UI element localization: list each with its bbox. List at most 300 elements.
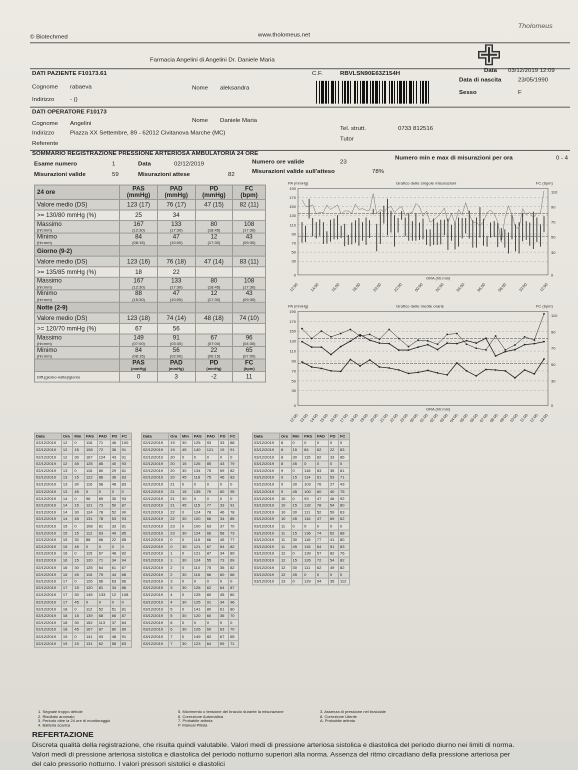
readings-cell: 11	[279, 523, 291, 530]
readings-cell: 91	[229, 502, 239, 509]
readings-cell: 83	[120, 474, 131, 481]
readings-cell: 0	[315, 461, 328, 468]
data-point	[504, 351, 506, 353]
readings-cell: 120	[84, 585, 97, 592]
readings-cell: 63	[338, 509, 349, 516]
readings-cell: 48	[110, 550, 120, 557]
readings-row	[35, 440, 132, 447]
readings-cell: 134	[192, 468, 205, 475]
y2-tick-label: 0	[551, 272, 554, 278]
brand-label: © Biotechmed	[30, 34, 68, 41]
stats-cell	[233, 267, 266, 278]
stats-row-label	[35, 277, 120, 289]
x-tick-label: 02:00	[434, 281, 445, 293]
readings-cell: 15	[73, 613, 85, 620]
stats-time: (07:00)	[242, 353, 256, 359]
readings-cell: 112	[84, 530, 97, 537]
readings-cell: 33	[110, 523, 120, 530]
x-tick-label: 01:00	[418, 412, 429, 424]
readings-row	[142, 488, 239, 495]
readings-header-cell: Min	[181, 433, 193, 440]
stats-value: 74 (10)	[239, 314, 259, 322]
readings-row	[35, 523, 132, 530]
readings-cell: 15	[291, 474, 303, 481]
data-point	[543, 313, 545, 315]
readings-cell: 73	[97, 502, 110, 509]
readings-cell: 94	[120, 557, 131, 564]
readings-header-cell: PAD	[315, 433, 328, 440]
stats-section-title: Notte (2-9)	[35, 302, 120, 313]
readings-cell: 03/12/2019	[142, 613, 169, 620]
readings-cell: 6	[169, 626, 181, 633]
readings-cell: 112	[84, 606, 97, 613]
x-tick-label: 10:00	[517, 281, 528, 293]
chart-xlabel: ORA (hh:mm)	[426, 406, 451, 412]
readings-cell: 108	[120, 592, 131, 599]
data-point	[388, 343, 390, 345]
stats-row-label-text: Minimo	[37, 346, 57, 354]
readings-table-3	[252, 433, 350, 586]
y-tick-label: 170	[289, 195, 296, 200]
readings-cell: 141	[192, 606, 205, 613]
stats-value: 47 (14)	[204, 258, 224, 265]
readings-cell: 80	[338, 502, 349, 509]
readings-row	[35, 578, 132, 585]
barcode-bar	[319, 81, 320, 104]
readings-cell: 55	[205, 557, 218, 564]
stats-column-name: FC	[245, 185, 254, 193]
readings-row	[253, 454, 350, 461]
series-line-pad	[302, 359, 544, 378]
readings-cell: 02/12/2019	[35, 516, 62, 523]
series-line-fc	[302, 314, 544, 350]
operator-cognome: Angelini	[70, 121, 92, 127]
x-tick-label: 16:00	[330, 281, 341, 293]
barcode-bar	[382, 81, 383, 104]
readings-cell: 30	[181, 571, 193, 578]
data-point	[311, 338, 313, 340]
y-tick-label: 110	[289, 348, 296, 354]
stats-value: 25	[135, 211, 142, 219]
readings-cell: 30	[73, 454, 85, 461]
readings-cell: 8	[279, 454, 291, 461]
readings-cell: 16	[61, 571, 73, 578]
stats-cell	[120, 221, 158, 233]
stats-cell	[120, 256, 158, 267]
stats-time: (06:15)	[207, 353, 221, 359]
stats-row-label	[35, 334, 120, 346]
operator-section-title: DATI OPERATORE F10173	[32, 109, 107, 116]
readings-cell: 0	[205, 578, 218, 585]
readings-cell: 103	[303, 481, 316, 488]
readings-cell: 03/12/2019	[142, 578, 169, 585]
readings-cell: 12	[279, 550, 291, 557]
readings-row	[142, 592, 239, 599]
readings-cell: 0	[181, 620, 193, 627]
readings-cell: 84	[303, 447, 316, 454]
readings-cell: 0	[169, 537, 181, 544]
operator-indirizzo-label: Indirizzo	[32, 130, 55, 137]
readings-cell: 03/12/2019	[142, 640, 169, 647]
patient-indirizzo: - ()	[70, 97, 78, 103]
readings-cell: 3	[169, 585, 181, 592]
readings-cell: 124	[84, 509, 97, 516]
readings-header-cell: FC	[338, 433, 349, 440]
readings-cell: 45	[73, 599, 85, 606]
readings-cell: 18	[61, 613, 73, 620]
readings-cell: 03/12/2019	[253, 571, 280, 578]
x-tick-label: 20:00	[368, 412, 379, 424]
data-point	[446, 333, 448, 335]
readings-row	[253, 530, 350, 537]
readings-cell: 69	[229, 557, 239, 564]
readings-cell: 115	[192, 502, 205, 509]
data-point	[320, 330, 322, 332]
readings-cell: 66	[97, 537, 110, 544]
x-tick-label: 11:00	[518, 412, 529, 423]
readings-cell: 03/12/2019	[142, 564, 169, 571]
readings-cell: 46	[110, 440, 120, 447]
stats-cell	[195, 199, 233, 210]
readings-cell: 126	[192, 585, 205, 592]
readings-cell: 03/12/2019	[253, 557, 280, 564]
readings-cell: 0	[291, 550, 303, 557]
readings-cell: 71	[97, 440, 110, 447]
stats-value: 74 (14)	[166, 314, 187, 322]
stats-cell	[157, 277, 195, 289]
date-value: 03/12/2019 12:09	[508, 68, 555, 75]
readings-cell: 0	[291, 440, 303, 447]
readings-cell: 87	[120, 613, 131, 620]
stats-cell	[195, 221, 233, 233]
readings-cell: 0	[73, 523, 85, 530]
readings-cell: 81	[338, 468, 349, 475]
readings-cell: 37	[110, 620, 120, 627]
stats-value: 12	[210, 290, 218, 298]
readings-cell: 116	[303, 516, 316, 523]
readings-cell: 73	[229, 530, 239, 537]
readings-cell: 59	[328, 509, 338, 516]
readings-cell: 108	[84, 523, 97, 530]
readings-cell: 124	[192, 509, 205, 516]
readings-cell: 03/12/2019	[142, 592, 169, 599]
stats-value: 43	[245, 233, 253, 241]
stats-blank-cell	[157, 246, 195, 257]
chart-ylabel: PA (mmHg)	[288, 303, 309, 309]
readings-cell: 125	[84, 564, 97, 571]
readings-cell: 78	[97, 509, 110, 516]
readings-cell: 62	[97, 640, 110, 647]
readings-cell: 167	[84, 626, 97, 633]
readings-row	[35, 633, 132, 640]
readings-cell: 12	[61, 461, 73, 468]
data-point	[388, 367, 390, 369]
readings-cell: 03/12/2019	[253, 454, 280, 461]
stats-column-header	[157, 185, 195, 199]
x-tick-label: 22:00	[392, 281, 403, 293]
readings-cell: 40	[328, 488, 338, 495]
stats-row-label	[35, 256, 120, 267]
readings-cell: 63	[110, 578, 120, 585]
readings-row	[253, 544, 350, 551]
readings-cell: 35	[218, 564, 228, 571]
readings-cell: 112	[338, 578, 349, 585]
readings-cell: 02/12/2019	[35, 620, 62, 627]
operator-tel: 0733 812516	[398, 125, 434, 132]
chart-title: Grafico delle medie orarie	[396, 303, 444, 309]
readings-cell: 75	[205, 468, 218, 475]
stats-cell	[195, 233, 233, 245]
stats-column-header	[195, 185, 233, 199]
y-tick-label: 50	[291, 378, 296, 384]
data-point	[350, 329, 352, 331]
stats-cell	[120, 313, 158, 324]
readings-row	[142, 530, 239, 537]
readings-cell: 03/12/2019	[142, 599, 169, 606]
readings-cell: 0	[97, 544, 110, 551]
stats-cell	[120, 199, 158, 210]
readings-cell: 75	[205, 474, 218, 481]
stats-row-label-text: Valore medio (DS)	[37, 258, 88, 265]
stats-time: (17:30)	[207, 297, 221, 302]
stats-value: 47 (15)	[204, 201, 224, 209]
readings-cell: 48	[110, 481, 120, 488]
readings-cell: 0	[181, 564, 193, 571]
y-tick-label: 170	[289, 318, 296, 324]
barcode-bar	[379, 81, 380, 104]
readings-cell: 81	[120, 523, 131, 530]
stats-column-name: PAS	[132, 185, 145, 193]
y2-tick-label: 50	[551, 362, 556, 368]
stats-column-name: PAD	[169, 185, 183, 193]
data-point	[543, 341, 545, 343]
readings-cell: 19	[61, 640, 73, 647]
readings-cell: 2	[169, 564, 181, 571]
x-tick-label: 08:00	[488, 412, 499, 424]
readings-cell: 81	[97, 585, 110, 592]
stats-time: (17:30)	[169, 284, 183, 290]
readings-cell: 78	[97, 516, 110, 523]
readings-row	[35, 516, 132, 523]
readings-cell: 113	[97, 620, 110, 627]
readings-cell: 0	[73, 440, 85, 447]
readings-cell: 83	[229, 474, 239, 481]
refertazione-line-1: Discreta qualità della registrazione, che risulta quindi valutabile. Valori medi di pressione arteriosa sistolica e diastolica del periodo diurno nei limiti di norma.	[32, 742, 515, 749]
readings-cell: 15	[73, 640, 85, 647]
data-point	[369, 333, 371, 335]
stats-diff-column-unit: (mmHg)	[131, 366, 147, 372]
barcode-bar	[375, 81, 378, 104]
readings-cell: 93	[120, 495, 131, 502]
readings-cell: 91	[205, 599, 218, 606]
readings-row	[35, 495, 132, 502]
readings-cell: 91	[229, 447, 239, 454]
readings-cell: 83	[120, 640, 131, 647]
stats-value: 167	[133, 221, 144, 228]
stats-row-label-text: Massimo	[37, 277, 62, 285]
readings-cell: 88	[338, 530, 349, 537]
readings-cell: 30	[73, 620, 85, 627]
readings-row	[142, 599, 239, 606]
readings-cell: 52	[315, 509, 328, 516]
readings-cell: 83	[338, 544, 349, 551]
readings-cell: 17	[61, 592, 73, 599]
barcode-bar	[350, 81, 351, 104]
data-point	[379, 338, 381, 340]
x-tick-label: 04:00	[448, 412, 459, 424]
readings-cell: 82	[229, 564, 239, 571]
logo-text: Tholomeus	[518, 23, 553, 30]
legend-item: A. Probabile aritmia	[320, 718, 355, 724]
readings-row	[142, 440, 239, 447]
data-point	[524, 369, 526, 371]
readings-cell: 23	[169, 530, 181, 537]
sex-value: F	[518, 90, 522, 97]
x-tick-label: 14:00	[309, 281, 320, 293]
stats-column-name: PD	[209, 185, 219, 193]
readings-cell: 02/12/2019	[35, 440, 62, 447]
readings-header-cell: Data	[253, 433, 280, 440]
readings-cell: 10	[279, 516, 291, 523]
stats-section-title: 24 ore	[35, 185, 120, 199]
readings-cell: 03/12/2019	[142, 550, 169, 557]
data-point	[533, 339, 535, 341]
readings-cell: 30	[291, 564, 303, 571]
barcode-bar	[394, 81, 395, 104]
readings-cell: 34	[110, 557, 120, 564]
stats-cell	[157, 290, 195, 302]
stats-cell	[157, 313, 195, 324]
readings-cell: 15	[73, 502, 85, 509]
readings-row	[142, 481, 239, 488]
readings-cell: 0	[303, 440, 316, 447]
readings-row	[253, 537, 350, 544]
readings-cell: 67	[218, 633, 228, 640]
stats-row-label	[35, 323, 120, 334]
stats-row-label	[35, 347, 120, 359]
readings-cell: 91	[120, 447, 131, 454]
refertazione-line-3: del calo pressorio notturno. I valori pressori sistolici e diastolici	[32, 761, 225, 768]
readings-cell: 27	[328, 481, 338, 488]
readings-cell: 80	[229, 592, 239, 599]
readings-cell: 58	[110, 640, 120, 647]
readings-cell: 12	[279, 564, 291, 571]
readings-cell: 02/12/2019	[35, 454, 62, 461]
data-point	[524, 336, 526, 338]
stats-row-label-text: Massimo	[37, 221, 62, 228]
readings-cell: 0	[169, 544, 181, 551]
stats-row-label	[35, 290, 120, 302]
readings-header-cell: PD	[218, 433, 228, 440]
data-point	[379, 342, 381, 344]
readings-cell: 80	[338, 537, 349, 544]
stats-time: (18:45)	[207, 227, 221, 233]
data-point	[495, 369, 497, 371]
readings-cell: 54	[328, 502, 338, 509]
readings-cell: 19	[169, 440, 181, 447]
stats-value: 80	[210, 277, 218, 285]
stats-value: 47	[172, 290, 180, 298]
readings-header-cell: PAS	[192, 433, 205, 440]
x-tick-label: 21:00	[378, 412, 389, 424]
stats-value: 108	[243, 277, 255, 285]
patient-nome: aleksandra	[220, 85, 250, 92]
readings-cell: 60	[205, 626, 218, 633]
readings-cell: 03/12/2019	[142, 571, 169, 578]
readings-row	[142, 544, 239, 551]
data-point	[330, 370, 332, 372]
readings-cell: 02/12/2019	[35, 495, 62, 502]
barcode-bar	[331, 81, 334, 104]
stats-row-sub: (hh:mm)	[37, 341, 52, 347]
readings-cell: 93	[97, 633, 110, 640]
y2-tick-label: 30	[551, 378, 556, 384]
readings-row	[35, 557, 132, 564]
readings-cell: 96	[229, 599, 239, 606]
readings-cell: 152	[84, 620, 97, 627]
y-tick-label: 130	[289, 338, 296, 344]
readings-cell: 02/12/2019	[35, 481, 62, 488]
readings-cell: 72	[315, 557, 328, 564]
readings-cell: 86	[97, 474, 110, 481]
readings-cell: 64	[205, 640, 218, 647]
readings-row	[35, 585, 132, 592]
readings-cell: 1	[169, 550, 181, 557]
stats-column-header	[233, 185, 266, 199]
legend-block-3	[320, 710, 386, 723]
readings-cell: 85	[229, 516, 239, 523]
readings-cell: 45	[73, 461, 85, 468]
readings-cell: 11	[279, 530, 291, 537]
readings-cell: 46	[218, 474, 228, 481]
stats-diff-column	[233, 359, 266, 371]
readings-cell: 0	[315, 440, 328, 447]
stats-row	[35, 347, 266, 359]
x-tick-label: 00:00	[408, 412, 419, 424]
y-tick-label: 0	[293, 403, 296, 409]
x-tick-label: 12:00	[288, 412, 299, 424]
expected-measurements-label: Misurazioni attese	[138, 172, 191, 178]
stats-row	[35, 233, 266, 245]
readings-row	[142, 447, 239, 454]
stats-time: (10:00)	[169, 297, 183, 302]
readings-cell: 5	[169, 606, 181, 613]
barcode-bar	[342, 81, 343, 104]
readings-cell: 88	[84, 537, 97, 544]
readings-cell: 63	[97, 530, 110, 537]
readings-cell: 80	[205, 592, 218, 599]
readings-cell: 136	[303, 530, 316, 537]
y-tick-label: 150	[289, 328, 296, 334]
readings-cell: 11	[279, 537, 291, 544]
readings-cell: 100	[192, 523, 205, 530]
readings-cell: 0	[181, 550, 193, 557]
readings-cell: 0	[181, 606, 193, 613]
data-point	[504, 349, 506, 351]
readings-cell: 64	[97, 564, 110, 571]
readings-row	[142, 550, 239, 557]
readings-cell: 02/12/2019	[35, 447, 62, 454]
readings-cell: 02/12/2019	[35, 633, 62, 640]
readings-cell: 9	[279, 488, 291, 495]
barcode-bar	[338, 81, 339, 104]
readings-cell: 116	[84, 571, 97, 578]
readings-cell: 0	[192, 495, 205, 502]
readings-cell: 82	[205, 633, 218, 640]
readings-row	[142, 633, 239, 640]
chart-ylabel: PA (mmHg)	[288, 180, 309, 186]
readings-cell: 30	[73, 592, 85, 599]
